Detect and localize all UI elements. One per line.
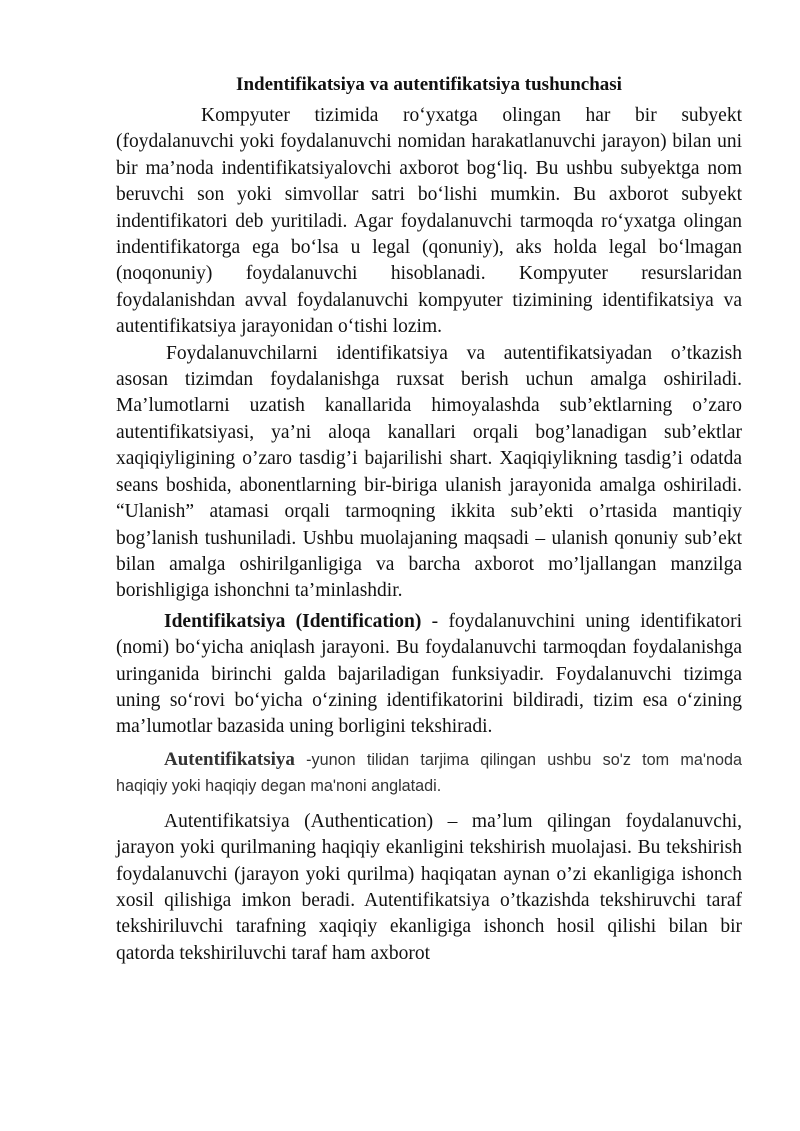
definition-identification: - foydalanuvchini uning identifikatori (nomi) bo‘yicha aniqlash jarayoni. Bu foydalanuvchi tarmoqdan foydalanishga uringanida birinchi galda bajariladigan funksiyadir. Foydalanuvchi tizimga uning so‘rovi bo‘yicha o‘zining identifikatorini bildiradi, tizim esa o‘zining ma’lumotlar bazasida uning borligini tekshiradi. [116, 610, 742, 738]
document-title: Indentifikatsiya va autentifikatsiya tushunchasi [236, 74, 622, 95]
paragraph-authentication-purpose: Foydalanuvchilarni identifikatsiya va autentifikatsiyadan o’tkazish asosan tizimdan foydalanishga ruxsat berish uchun amalga oshiriladi. Ma’lumotlarni uzatish kanallarida himoyalashda sub’ektlarning o’zaro autentifikatsiyasi, ya’ni aloqa kanallari orqali bog’lanadigan sub’ektlar xaqiqiyligining o’zaro tasdig’i bajarilishi shart. Xaqiqiylikning tasdig’i odatda seans boshida, abonentlarning bir-biriga ulanish jarayonida amalga oshiriladi. “Ulanish” atamasi orqali tarmoqning ikkita sub’ekti o’rtasida mantiqiy bog’lanish tushuniladi. Ushbu muolajaning maqsadi – ulanish qonuniy sub’ekt bilan amalga oshirilganligiga va barcha axborot mo’ljallangan manzilga borishligiga ishonchni ta’minlashdir. [116, 342, 742, 602]
term-identification: Identifikatsiya (Identification) [164, 610, 422, 632]
term-autentifikatsiya: Autentifikatsiya [164, 748, 295, 770]
paragraph-authentication: Autentifikatsiya (Authentication) – ma’lum qilingan foydalanuvchi, jarayon yoki qurilmaning haqiqiy ekanligini tekshirish muolajasi. Bu tekshirish foydalanuvchi (jarayon yoki qurilma) haqiqatan aynan o’zi ekanligiga ishonch xosil qilishiga imkon beradi. Autentifikatsiya o’tkazishda tekshiruvchi taraf tekshiriluvchi tarafning xaqiqiy ekanligiga ishonch hosil qilishi bilan bir qatorda tekshiriluvchi taraf ham axborot [116, 810, 742, 964]
definition-autentifikatsiya: -yunon tilidan tarjima qilingan ushbu so'z tom ma'noda haqiqiy yoki haqiqiy degan ma'noni anglatadi. [116, 750, 742, 795]
document-page [116, 72, 742, 967]
paragraph-identification [116, 609, 742, 741]
paragraph-intro: Kompyuter tizimida ro‘yxatga olingan har bir subyekt (foydalanuvchi yoki foydalanuvchi nomidan harakatlanuvchi jarayon) bilan uni bir ma’noda indentifikatsiyalovchi axborot bog‘liq. Bu ushbu subyektga nom beruvchi son yoki simvollar satri bo‘lishi mumkin. Bu axborot subyekt indentifikatori deb yuritiladi. Agar foydalanuvchi tarmoqda ro‘yxatga olingan indentifikatorga ega bo‘lsa u legal (qonuniy), aks holda legal bo‘lmagan (noqonuniy) foydalanuvchi hisoblanadi. Kompyuter resurslaridan foydalanishdan avval foydalanuvchi kompyuter tizimining identifikatsiya va autentifikatsiya jarayonidan o‘tishi lozim. [116, 105, 742, 338]
paragraph-autentifikatsiya-etymology [116, 747, 742, 799]
